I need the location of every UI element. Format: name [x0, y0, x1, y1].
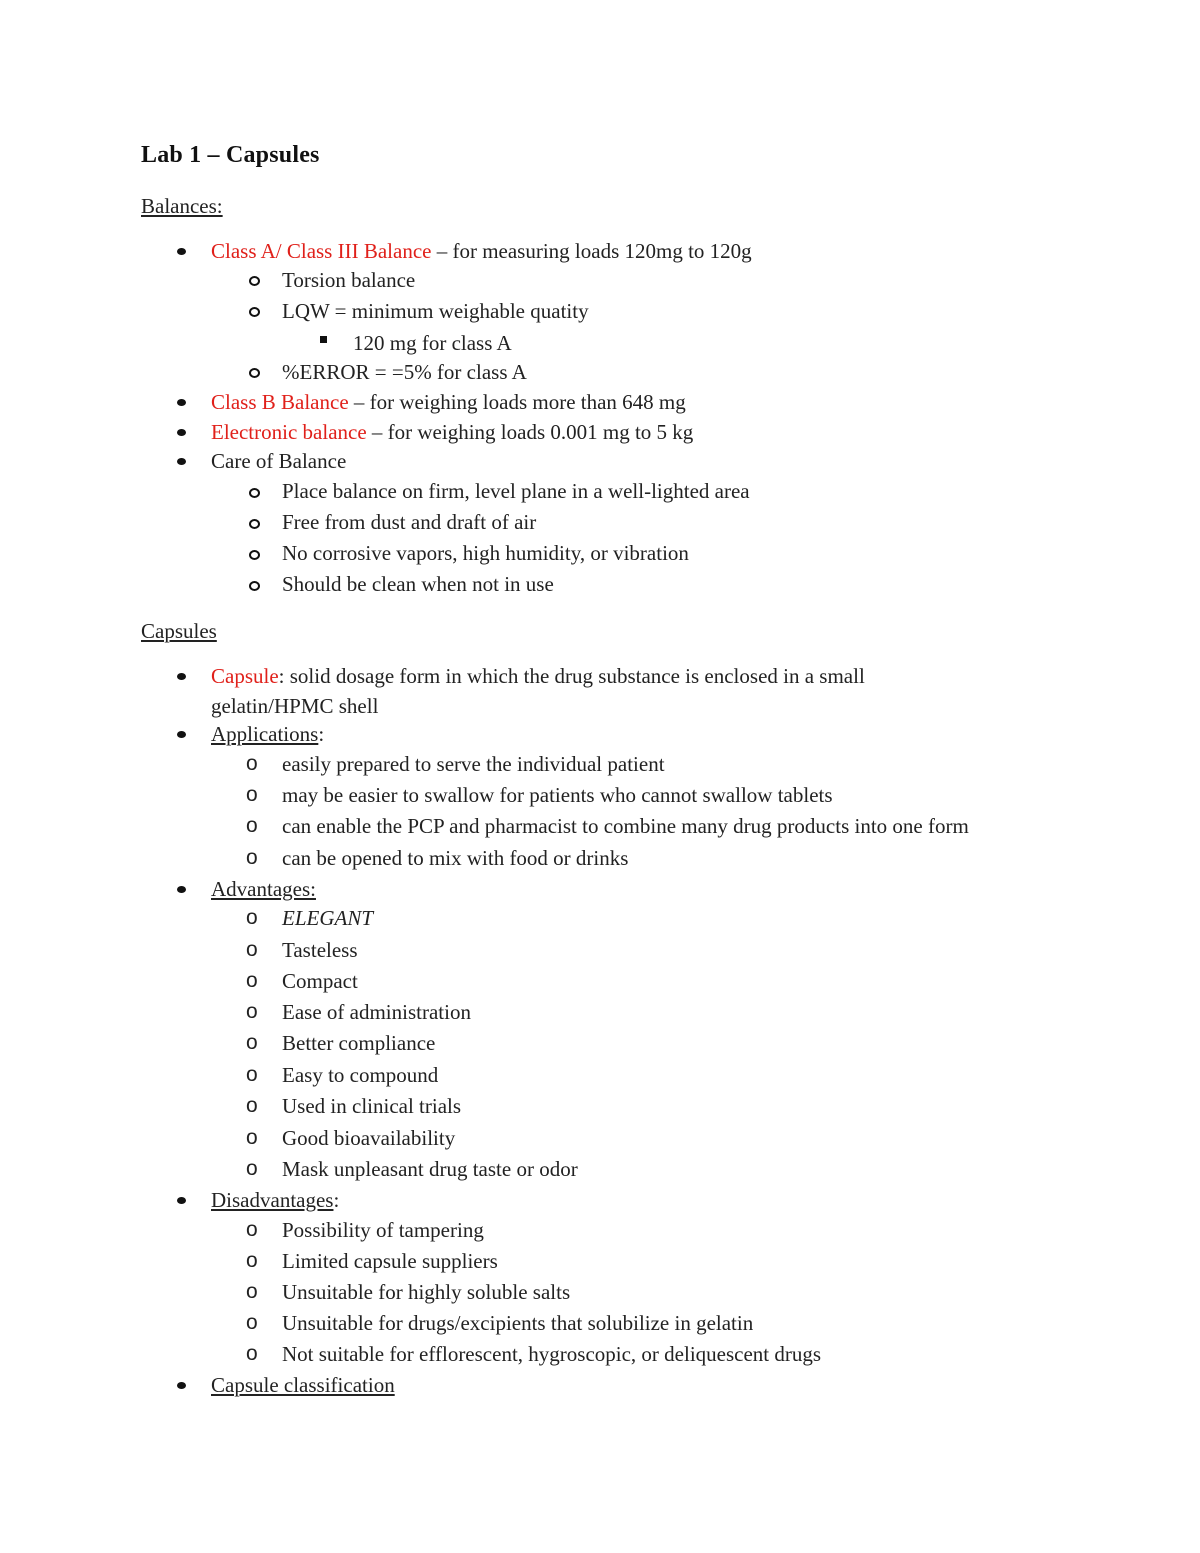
bullet-o-icon: o: [246, 1094, 258, 1117]
balances-heading: Balances:: [141, 194, 223, 218]
bullet-circle-icon: [249, 488, 260, 498]
electronic-desc: – for weighing loads 0.001 mg to 5 kg: [366, 420, 694, 444]
electronic-label: Electronic balance: [211, 420, 367, 444]
advantage-item: Easy to compound: [282, 1063, 439, 1087]
care-sub-item: Place balance on firm, level plane in a well-lighted area: [282, 479, 750, 503]
class-b-item: [211, 389, 686, 415]
class-a-subsub-item: 120 mg for class A: [353, 331, 512, 355]
bullet-o-icon: o: [246, 752, 258, 775]
disadvantages-colon: :: [333, 1188, 340, 1212]
bullet-o-icon: o: [246, 1342, 258, 1365]
advantage-item: Compact: [282, 969, 358, 993]
bullet-circle-icon: [249, 519, 260, 529]
advantage-item: Ease of administration: [282, 1000, 471, 1024]
advantage-item: ELEGANT: [282, 906, 374, 930]
capsule-desc: : solid dosage form in which the drug substance is enclosed in a small: [278, 664, 865, 688]
advantages-label: Advantages:: [211, 877, 316, 901]
bullet-o-icon: o: [246, 783, 258, 806]
disadvantage-item: Unsuitable for drugs/excipients that solubilize in gelatin: [282, 1311, 754, 1335]
class-b-desc: – for weighing loads more than 648 mg: [348, 390, 686, 414]
bullet-o-icon: o: [246, 846, 258, 869]
bullet-o-icon: o: [246, 938, 258, 961]
bullet-o-icon: o: [246, 906, 258, 929]
bullet-circle-icon: [249, 581, 260, 591]
bullet-o-icon: o: [246, 1126, 258, 1149]
bullet-dot-icon: [177, 1382, 186, 1389]
class-b-label: Class B Balance: [211, 390, 349, 414]
advantage-item: Used in clinical trials: [282, 1094, 462, 1118]
bullet-circle-icon: [249, 276, 260, 286]
application-item: can enable the PCP and pharmacist to combine many drug products into one form: [282, 814, 969, 838]
class-a-sub-item: Torsion balance: [282, 268, 416, 292]
capsules-heading: Capsules: [141, 619, 217, 643]
bullet-o-icon: o: [246, 969, 258, 992]
applications-item: [211, 721, 324, 747]
class-a-label: Class A/ Class III Balance: [211, 239, 432, 263]
bullet-dot-icon: [177, 731, 186, 738]
bullet-dot-icon: [177, 886, 186, 893]
bullet-o-icon: o: [246, 1000, 258, 1023]
bullet-o-icon: o: [246, 1157, 258, 1180]
class-a-sub-item: LQW = minimum weighable quatity: [282, 299, 589, 323]
bullet-dot-icon: [177, 248, 186, 255]
application-item: can be opened to mix with food or drinks: [282, 846, 629, 870]
page-title: Lab 1 – Capsules: [141, 142, 320, 168]
bullet-o-icon: o: [246, 1280, 258, 1303]
care-sub-item: No corrosive vapors, high humidity, or vibration: [282, 541, 689, 565]
care-sub-item: Should be clean when not in use: [282, 572, 554, 596]
bullet-dot-icon: [177, 1197, 186, 1204]
bullet-circle-icon: [249, 307, 260, 317]
advantage-item: Good bioavailability: [282, 1126, 456, 1150]
disadvantage-item: Unsuitable for highly soluble salts: [282, 1280, 571, 1304]
advantage-item: Tasteless: [282, 938, 358, 962]
advantages-item: [211, 876, 316, 902]
disadvantage-item: Not suitable for efflorescent, hygroscopic, or deliquescent drugs: [282, 1342, 822, 1366]
bullet-o-icon: o: [246, 1031, 258, 1054]
advantage-item: Mask unpleasant drug taste or odor: [282, 1157, 578, 1181]
class-a-item: [211, 238, 752, 264]
care-sub-item: Free from dust and draft of air: [282, 510, 537, 534]
capsule-definition: [211, 663, 865, 689]
bullet-o-icon: o: [246, 1063, 258, 1086]
capsule-definition-cont: gelatin/HPMC shell: [211, 694, 379, 718]
bullet-o-icon: o: [246, 1218, 258, 1241]
bullet-square-icon: [320, 336, 327, 343]
application-item: easily prepared to serve the individual patient: [282, 752, 665, 776]
electronic-item: [211, 419, 693, 445]
care-item: Care of Balance: [211, 449, 347, 473]
class-a-error-item: %ERROR = =5% for class A: [282, 360, 527, 384]
applications-colon: :: [318, 722, 325, 746]
bullet-o-icon: o: [246, 1249, 258, 1272]
disadvantages-item: [211, 1187, 339, 1213]
application-item: may be easier to swallow for patients who cannot swallow tablets: [282, 783, 833, 807]
bullet-o-icon: o: [246, 814, 258, 837]
bullet-circle-icon: [249, 368, 260, 378]
bullet-dot-icon: [177, 429, 186, 436]
capsule-label: Capsule: [211, 664, 279, 688]
bullet-dot-icon: [177, 458, 186, 465]
advantage-item: Better compliance: [282, 1031, 436, 1055]
applications-label: Applications: [211, 722, 319, 746]
disadvantages-label: Disadvantages: [211, 1188, 334, 1212]
classification-item: [211, 1372, 395, 1398]
bullet-dot-icon: [177, 673, 186, 680]
disadvantage-item: Limited capsule suppliers: [282, 1249, 498, 1273]
class-a-desc: – for measuring loads 120mg to 120g: [431, 239, 752, 263]
bullet-o-icon: o: [246, 1311, 258, 1334]
bullet-dot-icon: [177, 399, 186, 406]
classification-label: Capsule classification: [211, 1373, 395, 1397]
disadvantage-item: Possibility of tampering: [282, 1218, 484, 1242]
bullet-circle-icon: [249, 550, 260, 560]
